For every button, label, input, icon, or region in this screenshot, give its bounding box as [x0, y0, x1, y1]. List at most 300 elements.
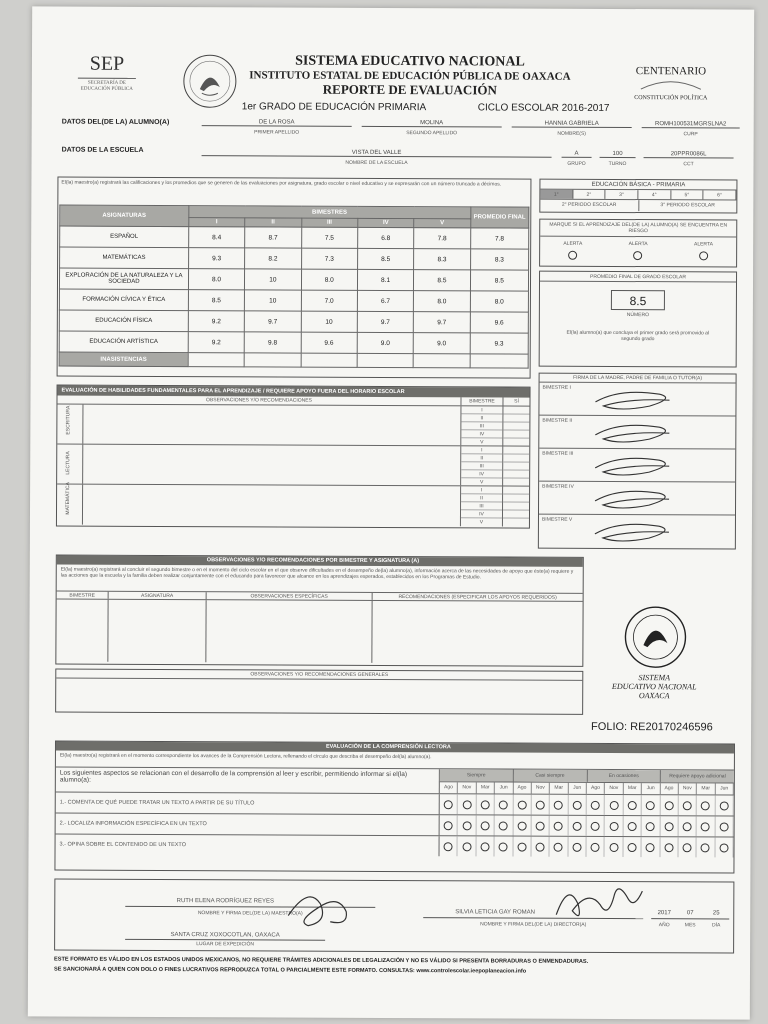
promedio-title: PROMEDIO FINAL DE GRADO ESCOLAR — [540, 272, 736, 283]
turno-caption: TURNO — [608, 160, 627, 168]
grade-cell: 9.3 — [188, 248, 244, 269]
lectora-radio[interactable] — [683, 843, 692, 852]
lectora-radio[interactable] — [554, 800, 563, 809]
director-signature-icon — [548, 875, 648, 935]
school-name-value: VISTA DEL VALLE — [351, 149, 402, 157]
alerta-radio[interactable] — [634, 251, 643, 260]
nivel-grade-col: 3° — [606, 190, 639, 199]
lectora-radio[interactable] — [609, 842, 618, 851]
lectora-radio[interactable] — [481, 800, 490, 809]
bimestre-col-header: III — [301, 218, 357, 227]
bimestre-col-header: II — [245, 218, 301, 227]
hab-obs-header: OBSERVACIONES Y/O RECOMENDACIONES — [57, 396, 461, 406]
constitucion-text: CONSTITUCIÓN POLÍTICA — [634, 95, 708, 102]
report-card-page — [28, 6, 754, 1019]
grade-row — [60, 226, 529, 249]
inasistencias-label: INASISTENCIAS — [59, 352, 188, 367]
lectora-radio[interactable] — [554, 842, 563, 851]
lectora-radio[interactable] — [664, 843, 673, 852]
lectora-radio[interactable] — [720, 801, 729, 810]
habilidades-title: EVALUACIÓN DE HABILIDADES FUNDAMENTALES PARA EL APRENDIZAJE / REQUIERE APOYO FUERA DEL HORARIO ESCOLAR — [58, 386, 530, 398]
observaciones-intro: El(la) maestro(a) registrará al concluir el segundo bimestre o en el momento del ciclo escolar en el que observe dificultades en el desempeño de(la) alumno(a), información acerca de las necesidades de apoyo que éste(a) requiere y las acciones que la escuela y la familia deben realizar conjuntamente con el educando para favorecer que alcance en los aprendizajes esperados, establecidos en los Programas de Estudio. — [60, 566, 574, 581]
title-instituto: INSTITUTO ESTATAL DE EDUCACIÓN PÚBLICA DE OAXACA — [249, 69, 571, 83]
lectora-radio[interactable] — [719, 822, 728, 831]
grade-cell: 8.0 — [188, 269, 244, 290]
lectora-month-header: Mar — [624, 783, 642, 794]
grade-row — [59, 268, 528, 291]
grade-cell: 7.5 — [301, 227, 357, 248]
lectora-radio[interactable] — [462, 800, 471, 809]
lectora-radio[interactable] — [646, 843, 655, 852]
habilidad-bimestre: IV — [461, 430, 502, 438]
lectora-item-label: 2.- LOCALIZA INFORMACIÓN ESPECÍFICA EN UN TEXTO — [56, 814, 440, 836]
lectora-cell — [550, 795, 568, 815]
lectora-cell — [550, 837, 568, 857]
alerta-label: ALERTA — [563, 240, 583, 247]
lectora-cell — [440, 836, 458, 856]
promedio-header: PROMEDIO FINAL — [470, 207, 528, 228]
grade-cell: 8.0 — [301, 269, 357, 290]
habilidad-bimestre: II — [461, 414, 502, 422]
bimestres-header: BIMESTRES — [189, 206, 471, 219]
habilidad-si-cell[interactable] — [503, 446, 529, 454]
lectora-radio[interactable] — [627, 843, 636, 852]
date-day: 25 — [712, 910, 720, 917]
folio: FOLIO: RE20170246596 — [591, 720, 713, 734]
habilidad-si-cell[interactable] — [503, 438, 529, 446]
year-caption: AÑO — [658, 922, 670, 929]
habilidad-bimestre: V — [480, 439, 484, 446]
habilidad-si-cell[interactable] — [503, 462, 529, 470]
habilidad-si-cell[interactable] — [503, 454, 529, 462]
lectora-cell — [531, 837, 549, 857]
turno-value: 100 — [612, 150, 623, 158]
centenario-logo — [626, 65, 716, 101]
lectora-radio[interactable] — [444, 821, 453, 830]
firma-row — [539, 383, 735, 417]
maestro-caption: NOMBRE Y FIRMA DEL(DE LA) MAESTRO(A) — [197, 910, 303, 917]
subject-name: EDUCACIÓN FÍSICA — [59, 310, 188, 332]
obs-col-header: ASIGNATURA — [109, 592, 207, 599]
firma-bimestre-label: BIMESTRE IV — [542, 483, 574, 490]
firma-bimestre-label: BIMESTRE III — [542, 450, 574, 457]
lectora-radio[interactable] — [517, 800, 526, 809]
habilidad-si-cell[interactable] — [503, 422, 529, 430]
lectora-radio[interactable] — [646, 822, 655, 831]
firma-row — [539, 482, 735, 516]
flag-arch-icon — [636, 78, 706, 90]
grade-row — [59, 310, 528, 333]
habilidad-bimestre: I — [461, 406, 502, 414]
riesgo-box — [539, 219, 737, 268]
apellido1-value: DE LA ROSA — [258, 119, 295, 126]
lectora-cell — [678, 837, 696, 857]
habilidad-si-cell[interactable] — [503, 486, 529, 494]
habilidad-row — [57, 405, 529, 447]
habilidad-si-cell[interactable] — [503, 518, 529, 526]
alerta-2 — [605, 241, 670, 265]
lectora-cell — [476, 815, 494, 835]
lectora-radio[interactable] — [481, 821, 490, 830]
grade-cell: 8.5 — [188, 290, 244, 311]
obs-cell[interactable] — [206, 600, 372, 663]
lectora-cell — [513, 795, 531, 815]
mexico-coat-of-arms-icon — [182, 53, 238, 109]
parent-signature-icon — [589, 485, 679, 513]
grade-cell: 8.5 — [357, 248, 413, 269]
obs-col-header: OBSERVACIONES ESPECÍFICAS — [207, 592, 373, 600]
lectora-cell — [476, 794, 494, 814]
title-reporte: REPORTE DE EVALUACIÓN — [322, 81, 497, 98]
cct-value: 20PPR0086L — [670, 151, 707, 158]
turno-field — [600, 151, 636, 158]
observaciones-section — [55, 555, 583, 667]
grades-intro: El(la) maestro(a) registrará las calificaciones y los promedios que se generen de las evaluaciones por asignatura, grado escolar o nivel educativo y se expresarán con un número truncado a décimos. — [61, 179, 502, 188]
lectora-radio[interactable] — [701, 822, 710, 831]
lectora-cell — [495, 836, 513, 856]
subject-name: EXPLORACIÓN DE LA NATURALEZA Y LA SOCIEDAD — [59, 268, 188, 290]
lectora-cell — [587, 837, 605, 857]
lectora-radio[interactable] — [499, 842, 508, 851]
habilidad-bimestre: IV — [461, 470, 502, 478]
grade-cell: 10 — [245, 290, 301, 311]
parent-signature-icon — [589, 452, 679, 480]
cct-field — [644, 151, 734, 158]
lectora-cell — [513, 837, 531, 857]
lectora-cell — [623, 795, 641, 815]
director-caption: NOMBRE Y FIRMA DEL(DE LA) DIRECTOR(A) — [480, 921, 587, 928]
footer-line-1: ESTE FORMATO ES VÁLIDO EN LOS ESTADOS UNIDOS MEXICANOS, NO REQUIERE TRÁMITES ADICIONALES DE LEGALIZACIÓN Y NO ES VÁLIDO SI PRESENTA BORRADURAS O ENMENDADURAS. — [54, 956, 589, 965]
lectora-cell — [531, 816, 549, 836]
firma-bimestre-label: BIMESTRE II — [542, 417, 573, 424]
grade-cell: 9.2 — [188, 311, 244, 332]
lectora-cell — [660, 837, 678, 857]
lectora-radio[interactable] — [462, 842, 471, 851]
sep-sub2: EDUCACIÓN PÚBLICA — [80, 86, 133, 92]
habilidad-area-label: MATEMÁTICA — [64, 482, 72, 515]
lectora-cell — [440, 794, 458, 814]
sep-logo-text: SEP — [89, 52, 125, 75]
habilidad-obs-cell[interactable] — [83, 405, 461, 446]
average-cell: 8.3 — [470, 249, 528, 270]
nivel-title: EDUCACIÓN BÁSICA - PRIMARIA — [540, 180, 736, 191]
lectora-month-header: Ago — [513, 783, 531, 794]
lectora-radio[interactable] — [499, 800, 508, 809]
observaciones-generales-section — [55, 669, 583, 715]
habilidad-obs-cell[interactable] — [83, 445, 461, 486]
lectora-cell — [568, 816, 586, 836]
nivel-grade-col: 4° — [638, 190, 671, 199]
lectora-cell — [458, 836, 476, 856]
grade-cell: 8.4 — [188, 227, 244, 248]
habilidad-si-cell[interactable] — [503, 478, 529, 486]
lectora-cell — [715, 795, 733, 815]
habilidad-area-cell — [57, 482, 83, 525]
director-name: SILVIA LETICIA GAY ROMAN — [455, 909, 535, 916]
grade-cell: 9.6 — [301, 332, 357, 353]
lectora-section — [54, 741, 735, 874]
grades-table — [59, 205, 530, 369]
habilidad-bimestre: V — [479, 519, 484, 526]
alerta-1 — [540, 241, 605, 265]
lectora-radio[interactable] — [609, 800, 618, 809]
lectora-cell — [642, 795, 660, 815]
group-value: A — [574, 150, 579, 157]
firma-bimestre-label: BIMESTRE V — [541, 516, 573, 523]
promedio-value: 8.5 — [611, 290, 665, 310]
grade-cell: 8.7 — [245, 227, 301, 248]
grade-cell: 8.3 — [414, 249, 470, 270]
apellido2-caption: SEGUNDO APELLIDO — [406, 130, 458, 137]
habilidad-si-cell[interactable] — [503, 430, 529, 438]
apellido2-field — [362, 120, 502, 128]
lectora-radio[interactable] — [517, 821, 526, 830]
lectora-radio[interactable] — [517, 842, 526, 851]
lectora-radio[interactable] — [554, 821, 563, 830]
nombre-caption: NOMBRE(S) — [557, 130, 586, 137]
firma-row — [539, 515, 735, 549]
observaciones-generales-title: OBSERVACIONES Y/O RECOMENDACIONES GENERALES — [56, 670, 582, 681]
habilidad-row — [57, 445, 529, 487]
lectora-circles — [440, 815, 734, 836]
curp-value: ROMH100531MGRSLNA2 — [654, 121, 727, 128]
lectora-radio[interactable] — [480, 842, 489, 851]
lectora-month-header: Mar — [697, 783, 715, 794]
lugar-caption: LUGAR DE EXPEDICIÓN — [196, 941, 255, 948]
lectora-cell — [495, 815, 513, 835]
lectora-cell — [715, 837, 733, 857]
sep-logo — [72, 53, 142, 93]
lectora-month-header: Nov — [458, 782, 476, 793]
lectora-radio[interactable] — [683, 822, 692, 831]
habilidad-si-cell[interactable] — [503, 494, 529, 502]
grade-cell: 9.7 — [357, 311, 413, 332]
grade-cell: 7.0 — [301, 290, 357, 311]
lectora-cell — [605, 795, 623, 815]
habilidad-area-cell — [57, 405, 83, 444]
maestro-signature-icon — [278, 882, 368, 934]
subject-name: ESPAÑOL — [60, 226, 189, 248]
lectora-month-header: Jun — [568, 783, 586, 794]
lectora-group-header: Requiere apoyo adicional — [661, 770, 734, 782]
subject-name: MATEMÁTICAS — [60, 247, 189, 269]
hab-bimestre-header: BIMESTRE — [461, 397, 503, 405]
alerta-radio[interactable] — [568, 251, 577, 260]
lectora-radio[interactable] — [664, 801, 673, 810]
asignaturas-header: ASIGNATURAS — [60, 205, 189, 227]
apellido1-caption: PRIMER APELLIDO — [254, 129, 300, 136]
seal-caption — [589, 673, 719, 701]
group-caption: GRUPO — [567, 160, 586, 167]
average-cell: 9.3 — [470, 333, 528, 354]
title-sistema: SISTEMA EDUCATIVO NACIONAL — [295, 53, 525, 70]
subject-name: EDUCACIÓN ARTÍSTICA — [59, 331, 188, 353]
alerta-3 — [671, 241, 736, 265]
firmas-box — [538, 373, 737, 550]
grade-cell: 10 — [245, 269, 301, 290]
lectora-cell — [697, 816, 715, 836]
inasistencia-cell — [188, 353, 244, 367]
lectora-radio[interactable] — [628, 822, 637, 831]
lectora-question: Los siguientes aspectos se relacionan con el desarrollo de la comprensión al leer y escribir, permitiendo informar si el(la) alumno(a): — [56, 768, 440, 794]
lectora-radio[interactable] — [536, 821, 545, 830]
lectora-cell — [587, 795, 605, 815]
habilidad-area-label: LECTURA — [65, 451, 72, 475]
nivel-box — [539, 179, 737, 214]
lectora-month-header: Jun — [495, 782, 513, 793]
nombre-value: HANNIA GABRIELA — [544, 120, 599, 127]
grade-cell: 9.7 — [244, 311, 300, 332]
lectora-cell — [605, 837, 623, 857]
lectora-radio[interactable] — [664, 822, 673, 831]
grade-label: 1er GRADO DE EDUCACIÓN PRIMARIA — [241, 101, 427, 114]
footer-line-2: SE SANCIONARÁ A QUIEN CON DOLO O FINES LUCRATIVOS REPRODUZCA TOTAL O PARCIALMENTE ESTE FORMATO. CONSULTAS: www.controlescolar.ieepoplaneacion.info — [53, 966, 527, 975]
lectora-cell — [587, 816, 605, 836]
alerta-radio[interactable] — [699, 251, 708, 260]
lectora-circles — [440, 794, 734, 815]
school-section-label: DATOS DE LA ESCUELA — [61, 146, 144, 154]
lectora-radio[interactable] — [572, 842, 581, 851]
habilidad-si-cell[interactable] — [503, 406, 529, 414]
habilidad-si-cell[interactable] — [503, 502, 529, 510]
habilidad-bimestre: III — [461, 422, 502, 430]
cct-caption: CCT — [683, 161, 694, 168]
lectora-cell — [458, 815, 476, 835]
curp-field — [642, 121, 740, 128]
lectora-radio[interactable] — [536, 842, 545, 851]
lectora-item-row — [56, 792, 734, 816]
lectora-radio[interactable] — [701, 843, 710, 852]
parent-signature-icon — [589, 518, 679, 546]
periodo-2: 2° PERIODO ESCOLAR — [540, 200, 639, 211]
maestro-name: RUTH ELENA RODRÍGUEZ REYES — [176, 898, 274, 905]
obs-cell[interactable] — [56, 600, 108, 662]
grade-cell: 9.0 — [413, 333, 469, 354]
lectora-cell — [513, 816, 531, 836]
lectora-month-header: Jun — [642, 783, 660, 794]
lectora-cell — [679, 795, 697, 815]
official-seal-icon — [623, 605, 687, 669]
lectora-cell — [568, 837, 586, 857]
grade-cell: 9.8 — [244, 332, 300, 353]
lectora-month-header: Mar — [477, 782, 495, 793]
habilidad-bimestre-col — [461, 446, 503, 485]
bimestre-col-header: V — [414, 219, 470, 228]
lectora-radio[interactable] — [444, 800, 453, 809]
obs-cell[interactable] — [108, 600, 206, 662]
firma-row — [539, 449, 735, 483]
habilidad-obs-cell[interactable] — [83, 485, 461, 527]
date-year: 2017 — [657, 910, 671, 917]
school-name-caption: NOMBRE DE LA ESCUELA — [345, 159, 408, 167]
habilidad-si-cell[interactable] — [503, 470, 529, 478]
lectora-radio[interactable] — [646, 801, 655, 810]
apellido1-field — [202, 119, 352, 127]
lectora-radio[interactable] — [462, 821, 471, 830]
habilidad-si-cell[interactable] — [503, 414, 529, 422]
lectora-group-header: Casi siempre — [514, 770, 588, 782]
habilidad-bimestre: III — [461, 502, 502, 510]
seal-text-2: EDUCATIVO NACIONAL — [611, 681, 697, 692]
lectora-cell — [660, 795, 678, 815]
curp-caption: CURP — [683, 131, 698, 138]
grade-cell: 7.3 — [301, 248, 357, 269]
grade-cell: 9.2 — [188, 332, 244, 353]
habilidad-bimestre: III — [461, 462, 502, 470]
habilidad-si-cell[interactable] — [503, 510, 529, 518]
lectora-month-header: Nov — [532, 783, 550, 794]
lectora-radio[interactable] — [573, 800, 582, 809]
lectora-cell — [568, 795, 586, 815]
lectora-radio[interactable] — [499, 821, 508, 830]
habilidad-bimestre-col — [461, 486, 503, 526]
firma-row — [539, 416, 735, 450]
firmas-title: FIRMA DE LA MADRE, PADRE DE FAMILIA O TUTOR(A) — [540, 374, 736, 384]
habilidad-si-col — [503, 486, 529, 526]
lectora-title: EVALUACIÓN DE LA COMPRENSIÓN LECTORA — [56, 742, 734, 754]
lectora-month-header: Jun — [715, 783, 733, 794]
lectora-radio[interactable] — [591, 800, 600, 809]
lectora-radio[interactable] — [536, 800, 545, 809]
seal-text-1: SISTEMA — [638, 673, 671, 683]
lectora-radio[interactable] — [444, 842, 453, 851]
date-month: 07 — [686, 910, 694, 917]
nivel-grade-col: 6° — [704, 190, 737, 199]
lectora-cell — [458, 794, 476, 814]
parent-signature-icon — [589, 419, 679, 447]
hab-si-header: SÍ — [514, 398, 519, 405]
habilidad-bimestre: II — [461, 454, 502, 462]
habilidad-bimestre: IV — [461, 510, 502, 518]
obs-cell[interactable] — [372, 601, 582, 664]
habilidad-si-col — [503, 446, 529, 485]
lectora-radio[interactable] — [683, 801, 692, 810]
habilidad-si-col — [503, 406, 529, 445]
grade-cell: 9.7 — [414, 312, 470, 333]
lectora-radio[interactable] — [719, 843, 728, 852]
nivel-grade-col: 2° — [573, 190, 606, 199]
nombre-field — [512, 121, 632, 129]
habilidad-bimestre: I — [461, 486, 502, 494]
lectora-radio[interactable] — [572, 821, 581, 830]
lectora-month-header: Mar — [550, 783, 568, 794]
bimestre-col-header: I — [189, 218, 245, 227]
habilidad-row — [57, 482, 529, 527]
grade-cell: 9.0 — [357, 332, 413, 353]
lectora-radio[interactable] — [609, 821, 618, 830]
lectora-radio[interactable] — [591, 842, 600, 851]
lectora-cell — [532, 795, 550, 815]
inasistencia-cell — [301, 353, 357, 367]
lugar-value: SANTA CRUZ XOXOCOTLAN, OAXACA — [170, 932, 280, 939]
habilidad-area-label: ESCRITURA — [65, 405, 72, 435]
habilidad-bimestre-col — [461, 406, 503, 445]
grade-row — [59, 289, 528, 312]
obs-col-header: BIMESTRE — [57, 592, 109, 599]
average-cell: 7.8 — [470, 228, 528, 249]
lectora-radio[interactable] — [591, 821, 600, 830]
lectora-month-header: Nov — [605, 783, 623, 794]
lectora-radio[interactable] — [701, 801, 710, 810]
nivel-grade-col: 5° — [671, 190, 704, 199]
lectora-radio[interactable] — [628, 801, 637, 810]
average-cell: 9.6 — [470, 312, 528, 333]
grade-row — [60, 247, 529, 270]
seal-text-3: OAXACA — [638, 691, 670, 701]
lectora-cell — [440, 815, 458, 835]
alerta-label: ALERTA — [693, 241, 714, 248]
inasistencia-cell — [357, 353, 413, 367]
